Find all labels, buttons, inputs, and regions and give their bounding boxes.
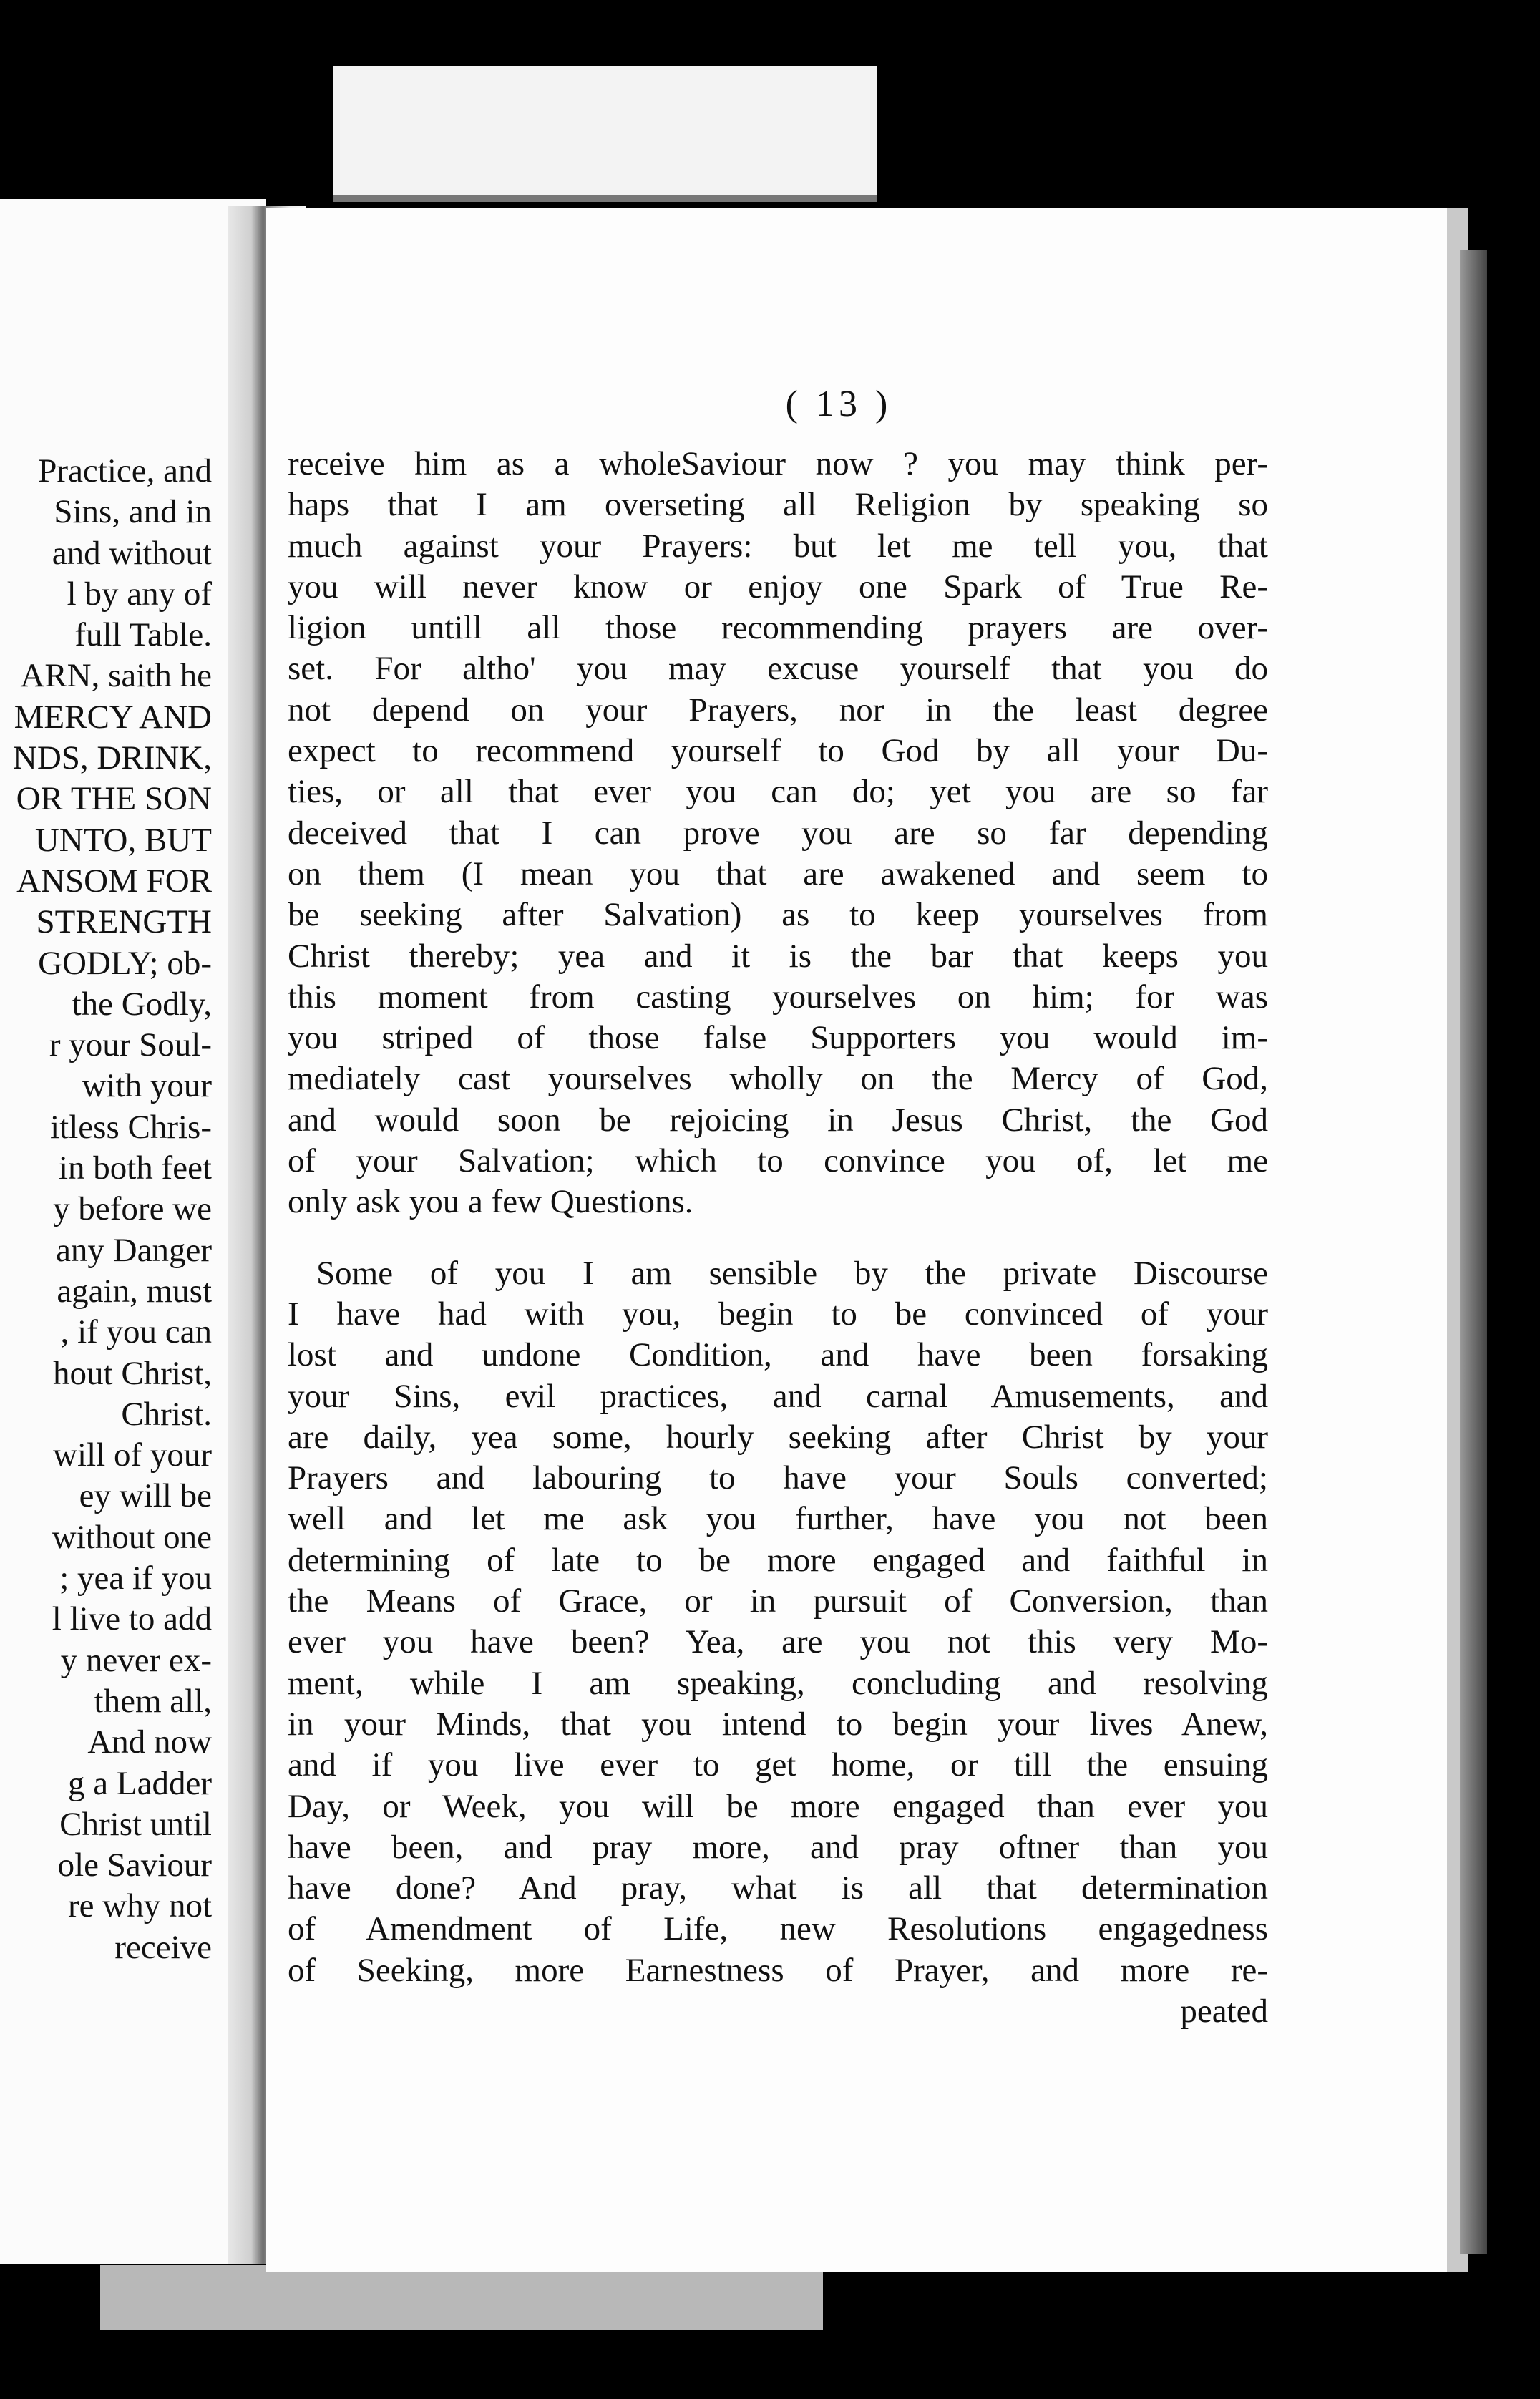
- left-page-line: ; yea if you: [59, 1559, 212, 1597]
- text-line: you striped of those false Supporters you would im-: [288, 1019, 1268, 1057]
- left-page-line: ARN, saith he: [20, 657, 212, 695]
- left-page-line: Christ.: [121, 1395, 212, 1433]
- left-page-line: with your: [82, 1067, 212, 1105]
- left-page-line: GODLY; ob-: [38, 944, 212, 982]
- left-page-line: and without: [52, 534, 212, 572]
- text-line: Some of you I am sensible by the private Discourse: [316, 1254, 1268, 1292]
- text-line: receive him as a wholeSaviour now ? you may think per-: [288, 445, 1268, 482]
- left-page-line: r your Soul-: [49, 1026, 212, 1064]
- page-number: ( 13 ): [785, 384, 892, 424]
- text-line: expect to recommend yourself to God by all your Du-: [288, 732, 1268, 770]
- text-line: ment, while I am speaking, concluding and resolving: [288, 1664, 1268, 1702]
- left-page-text: [0, 451, 212, 1968]
- left-page-line: without one: [52, 1518, 212, 1556]
- text-line: and if you live ever to get home, or till the ensuing: [288, 1746, 1268, 1784]
- text-line: Christ thereby; yea and it is the bar that keeps you: [288, 937, 1268, 975]
- text-line: of Seeking, more Earnestness of Prayer, and more re-: [288, 1951, 1268, 1989]
- left-page: [0, 199, 266, 2264]
- left-page-line: receive: [114, 1928, 212, 1966]
- left-page-line: OR THE SON: [16, 780, 212, 818]
- left-page-line: Sins, and in: [54, 493, 212, 531]
- text-line: are daily, yea some, hourly seeking after Christ by your: [288, 1418, 1268, 1456]
- left-page-line: Practice, and: [38, 452, 212, 490]
- left-page-line: MERCY AND: [14, 698, 212, 736]
- left-page-line: Christ until: [59, 1805, 212, 1843]
- text-line: of Amendment of Life, new Resolutions engagedness: [288, 1910, 1268, 1948]
- text-line: have been, and pray more, and pray oftner than you: [288, 1828, 1268, 1866]
- text-line: I have had with you, begin to be convinced of your: [288, 1295, 1268, 1333]
- text-line: the Means of Grace, or in pursuit of Conversion, than: [288, 1582, 1268, 1620]
- text-line: much against your Prayers: but let me tell you, that: [288, 527, 1268, 565]
- left-page-line: NDS, DRINK,: [12, 739, 212, 777]
- text-line: set. For altho' you may excuse yourself that you do: [288, 650, 1268, 688]
- text-line: ever you have been? Yea, are you not this very Mo-: [288, 1623, 1268, 1661]
- left-page-line: ey will be: [79, 1477, 212, 1515]
- text-line: Day, or Week, you will be more engaged than ever you: [288, 1787, 1268, 1825]
- text-line: lost and undone Condition, and have been forsaking: [288, 1336, 1268, 1374]
- paper-slip-bottom: [100, 2265, 823, 2330]
- left-page-line: ANSOM FOR: [16, 862, 212, 900]
- left-page-line: re why not: [67, 1887, 212, 1925]
- right-page: [266, 208, 1468, 2272]
- text-line: Prayers and labouring to have your Souls converted;: [288, 1459, 1268, 1497]
- left-page-line: ole Saviour: [57, 1846, 212, 1884]
- left-page-line: g a Ladder: [68, 1764, 212, 1802]
- paragraph-1: [288, 444, 1268, 1223]
- text-line: in your Minds, that you intend to begin your lives Anew,: [288, 1705, 1268, 1743]
- text-line: not depend on your Prayers, nor in the least degree: [288, 691, 1268, 729]
- text-line: ligion untill all those recommending prayers are over-: [288, 609, 1268, 647]
- left-page-line: full Table.: [74, 616, 212, 654]
- text-line: only ask you a few Questions.: [288, 1183, 693, 1221]
- text-line: have done? And pray, what is all that determination: [288, 1869, 1268, 1907]
- text-line: you will never know or enjoy one Spark of True Re-: [288, 568, 1268, 605]
- left-page-line: l live to add: [52, 1600, 212, 1638]
- left-page-line: in both feet: [58, 1149, 212, 1187]
- text-line: be seeking after Salvation) as to keep yourselves from: [288, 896, 1268, 934]
- left-page-line: y before we: [53, 1190, 212, 1228]
- left-page-line: And now: [87, 1723, 212, 1761]
- text-line: your Sins, evil practices, and carnal Amusements, and: [288, 1377, 1268, 1415]
- page-edge: [1460, 250, 1487, 2254]
- text-line: ties, or all that ever you can do; yet you are so far: [288, 773, 1268, 811]
- body-text: [288, 444, 1268, 2032]
- text-line: mediately cast yourselves wholly on the Mercy of God,: [288, 1060, 1268, 1098]
- catchword: peated: [1180, 1992, 1268, 2030]
- text-line: deceived that I can prove you are so far depending: [288, 814, 1268, 852]
- left-page-line: them all,: [94, 1682, 212, 1720]
- left-page-line: hout Christ,: [53, 1354, 212, 1392]
- left-page-line: the Godly,: [72, 985, 212, 1023]
- left-page-line: l by any of: [67, 575, 212, 613]
- left-page-line: any Danger: [56, 1231, 212, 1269]
- text-line: and would soon be rejoicing in Jesus Christ, the God: [288, 1101, 1268, 1139]
- paper-slip-top: [333, 66, 877, 202]
- text-line: on them (I mean you that are awakened and seem to: [288, 855, 1268, 892]
- left-page-line: will of your: [53, 1436, 212, 1474]
- text-line: determining of late to be more engaged and faithful in: [288, 1541, 1268, 1579]
- text-line: this moment from casting yourselves on him; for was: [288, 978, 1268, 1016]
- left-page-line: UNTO, BUT: [34, 821, 212, 859]
- left-page-line: , if you can: [60, 1313, 212, 1351]
- text-line: haps that I am overseting all Religion by speaking so: [288, 486, 1268, 524]
- paragraph-2: [288, 1253, 1268, 1991]
- left-page-line: itless Chris-: [50, 1108, 212, 1146]
- left-page-line: STRENGTH: [36, 903, 212, 941]
- text-line: of your Salvation; which to convince you of, let me: [288, 1142, 1268, 1180]
- left-page-line: again, must: [57, 1272, 212, 1310]
- text-line: well and let me ask you further, have you not been: [288, 1500, 1268, 1538]
- left-page-line: y never ex-: [60, 1641, 212, 1679]
